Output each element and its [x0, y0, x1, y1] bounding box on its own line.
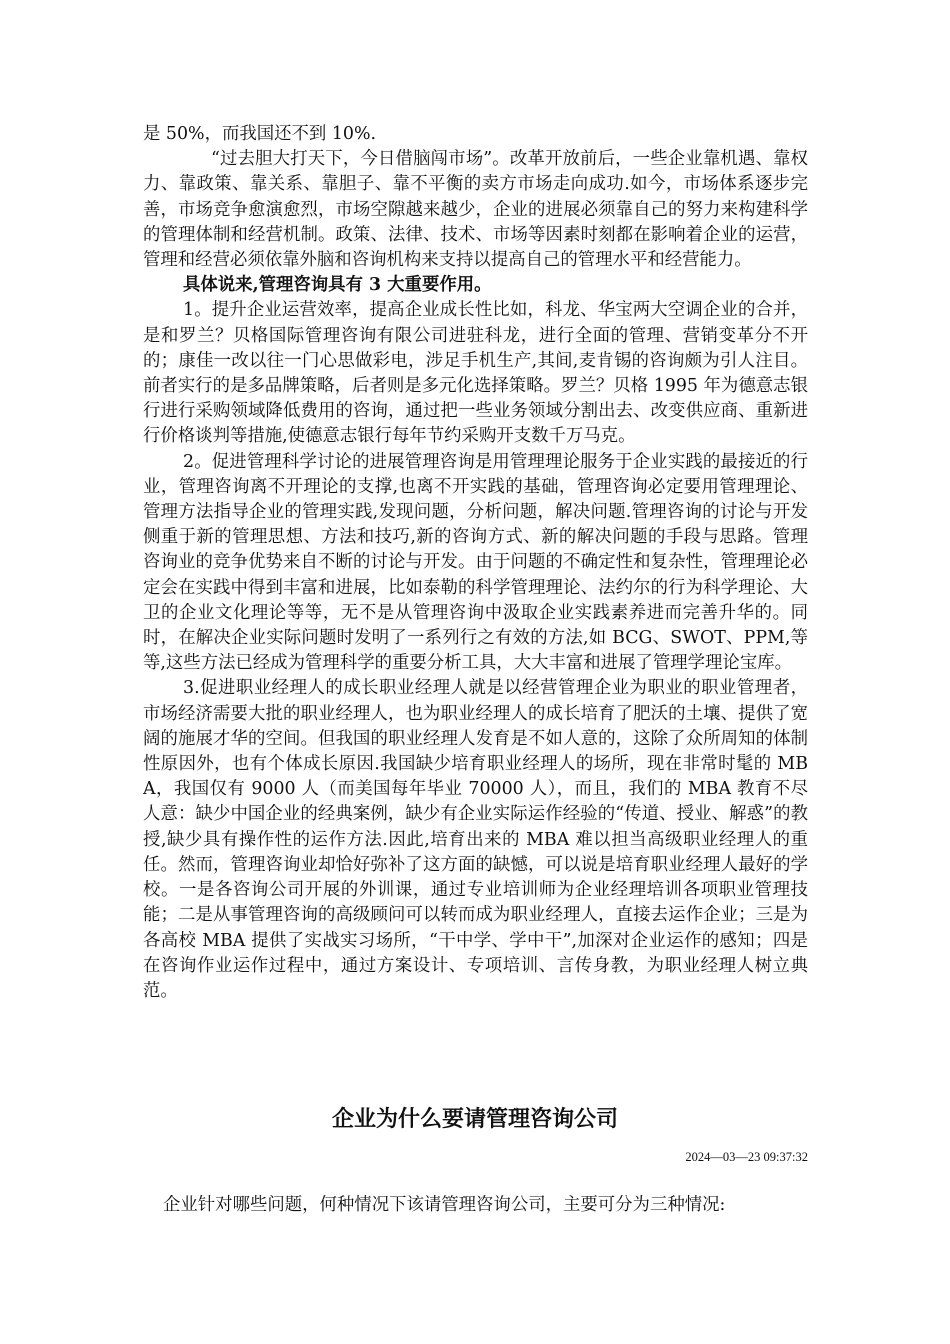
paragraph-role-2: 2。促进管理科学讨论的进展管理咨询是用管理理论服务于企业实践的最接近的行业，管理咨询离不开理论的支撑,也离不开实践的基础，管理咨询必定要用管理理论、管理方法指导企业的管理实践,发现问题，分析问题，解决问题.管理咨询的讨论与开发侧重于新的管理思想、方法和技巧,新的咨询方式、新的解决问题的手段与思路。管理咨询业的竞争优势来自不断的讨论与开发。由于问题的不确定性和复杂性，管理理论必定会在实践中得到丰富和进展，比如泰勒的科学管理理论、法约尔的行为科学理论、大卫的企业文化理论等等，无不是从管理咨询中汲取企业实践素养进而完善升华的。同时，在解决企业实际问题时发明了一系列行之有效的方法,如 BCG、SWOT、PPM,等等,这些方法已经成为管理科学的重要分析工具，大大丰富和进展了管理学理论宝库。 [143, 451, 808, 674]
paragraph-role-3: 3.促进职业经理人的成长职业经理人就是以经营管理企业为职业的职业管理者，市场经济需要大批的职业经理人，也为职业经理人的成长培育了肥沃的土壤、提供了宽阔的施展才华的空间。但我国的职业经理人发育是不如人意的，这除了众所周知的体制性原因外，也有个体成长原因.我国缺少培育职业经理人的场所，现在非常时髦的 MBA，我国仅有 9000 人（而美国每年毕业 70000 人），而且，我们的 MBA 教育不尽人意：缺少中国企业的经典案例，缺少有企业实际运作经验的“传道、授业、解惑”的教授,缺少具有操作性的运作方法.因此,培育出来的 MBA 难以担当高级职业经理人的重任。然而，管理咨询业却恰好弥补了这方面的缺憾，可以说是培育职业经理人最好的学校。一是各咨询公司开展的外训课，通过专业培训师为企业经理培训各项职业管理技能；二是从事管理咨询的高级顾问可以转而成为职业经理人，直接去运作企业；三是为各高校 MBA 提供了实战实习场所，“干中学、学中干”,加深对企业运作的感知；四是在咨询作业运作过程中，通过方案设计、专项培训、言传身教，为职业经理人树立典范。 [143, 678, 808, 1001]
document-body [143, 122, 808, 1004]
paragraph-role-1: 1。提升企业运营效率，提高企业成长性比如，科龙、华宝两大空调企业的合并，是和罗兰？贝格国际管理咨询有限公司进驻科龙，进行全面的管理、营销变革分不开的；康佳一改以往一门心思做彩电，涉足手机生产,其间,麦肯锡的咨询颇为引人注目。前者实行的是多品牌策略，后者则是多元化选择策略。罗兰？贝格 1995 年为德意志银行进行采购领域降低费用的咨询，通过把一些业务领域分割出去、改变供应商、重新进行价格谈判等措施,使德意志银行每年节约采购开支数千万马克。 [143, 300, 808, 447]
paragraph-three-roles: 具体说来,管理咨询具有 3 大重要作用。 [183, 275, 492, 296]
timestamp: 2024—03—23 09:37:32 [685, 1150, 808, 1164]
paragraph-continuation: 是 50%，而我国还不到 10%. [143, 124, 377, 144]
intro-paragraph: 企业针对哪些问题，何种情况下该请管理咨询公司，主要可分为三种情况: [163, 1195, 726, 1215]
paragraph-market: “过去胆大打天下，今日借脑闯市场”。改革开放前后，一些企业靠机遇、靠权力、靠政策、靠关系、靠胆子、靠不平衡的卖方市场走向成功.如今，市场体系逐步完善，市场竞争愈演愈烈，市场空隙越来越少，企业的进展必须靠自己的努力来构建科学的管理体制和经营机制。政策、法律、技术、市场等因素时刻都在影响着企业的运营，管理和经营必须依靠外脑和咨询机构来支持以提高自己的管理水平和经营能力。 [143, 149, 808, 271]
section-heading: 企业为什么要请管理咨询公司 [331, 1107, 618, 1132]
